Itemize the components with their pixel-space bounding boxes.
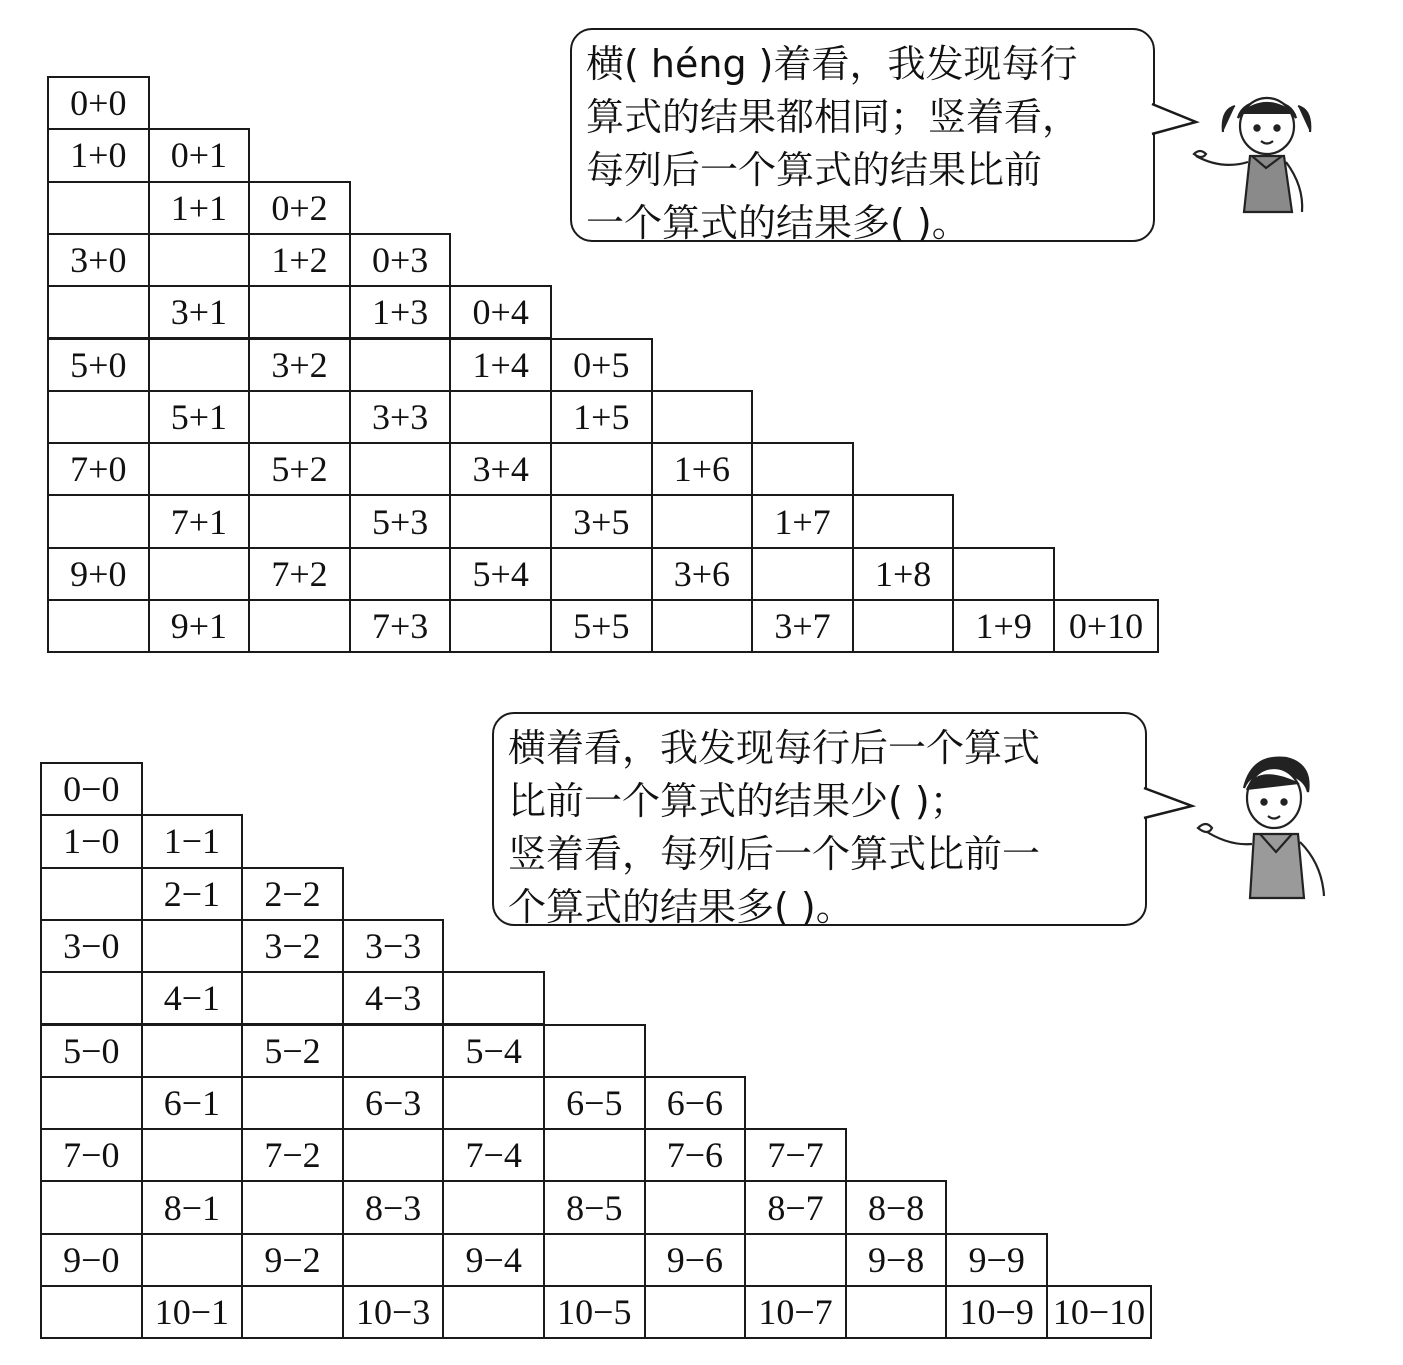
- equation-cell: [543, 1233, 646, 1287]
- equation-cell: 7−2: [241, 1128, 344, 1182]
- equation-cell: 9−9: [945, 1233, 1048, 1287]
- equation-cell: [47, 599, 150, 653]
- equation-cell: 3+5: [550, 494, 653, 548]
- equation-cell: 5−4: [442, 1024, 545, 1078]
- equation-cell: [550, 442, 653, 496]
- equation-cell: [543, 1024, 646, 1078]
- equation-cell: [47, 181, 150, 235]
- equation-cell: [148, 442, 251, 496]
- equation-cell: 6−1: [141, 1076, 244, 1130]
- equation-cell: 10−5: [543, 1285, 646, 1339]
- equation-cell: [744, 1233, 847, 1287]
- equation-cell: 0+4: [449, 285, 552, 339]
- equation-cell: [141, 919, 244, 973]
- equation-cell: [751, 547, 854, 601]
- equation-cell: [442, 971, 545, 1025]
- equation-cell: 3+7: [751, 599, 854, 653]
- girl-speech-bubble: [570, 28, 1155, 245]
- equation-cell: [442, 1285, 545, 1339]
- speech-line: 竖着看，每列后一个算式比前一: [508, 832, 1041, 876]
- equation-cell: [349, 547, 452, 601]
- equation-cell: 1+9: [952, 599, 1055, 653]
- equation-cell: 7−7: [744, 1128, 847, 1182]
- equation-cell: [342, 1128, 445, 1182]
- equation-cell: 7+3: [349, 599, 452, 653]
- equation-cell: 9−8: [845, 1233, 948, 1287]
- equation-cell: [248, 494, 351, 548]
- equation-cell: [644, 1285, 747, 1339]
- equation-cell: 3+2: [248, 338, 351, 392]
- equation-cell: 1+5: [550, 390, 653, 444]
- equation-cell: [40, 867, 143, 921]
- equation-cell: 0+5: [550, 338, 653, 392]
- speech-line: 横着看，我发现每行后一个算式: [508, 726, 1041, 770]
- equation-cell: 3−2: [241, 919, 344, 973]
- equation-cell: 10−1: [141, 1285, 244, 1339]
- equation-cell: [241, 1285, 344, 1339]
- equation-cell: 1+6: [651, 442, 754, 496]
- equation-cell: [449, 494, 552, 548]
- equation-cell: 3+4: [449, 442, 552, 496]
- equation-cell: 7+0: [47, 442, 150, 496]
- equation-cell: 1−1: [141, 814, 244, 868]
- equation-cell: [342, 1233, 445, 1287]
- equation-cell: 3−3: [342, 919, 445, 973]
- equation-cell: 5−0: [40, 1024, 143, 1078]
- equation-cell: [550, 547, 653, 601]
- equation-cell: [651, 494, 754, 548]
- equation-cell: 6−3: [342, 1076, 445, 1130]
- equation-cell: 10−3: [342, 1285, 445, 1339]
- equation-cell: 9−4: [442, 1233, 545, 1287]
- equation-cell: [141, 1128, 244, 1182]
- equation-cell: [543, 1128, 646, 1182]
- equation-cell: 5+1: [148, 390, 251, 444]
- equation-cell: 7−6: [644, 1128, 747, 1182]
- equation-cell: 3+6: [651, 547, 754, 601]
- equation-cell: [141, 1024, 244, 1078]
- equation-cell: 7−4: [442, 1128, 545, 1182]
- equation-cell: 5+4: [449, 547, 552, 601]
- equation-cell: 8−7: [744, 1180, 847, 1234]
- equation-cell: 7−0: [40, 1128, 143, 1182]
- equation-cell: [852, 599, 955, 653]
- equation-cell: 0+2: [248, 181, 351, 235]
- equation-cell: 5+3: [349, 494, 452, 548]
- equation-cell: [442, 1180, 545, 1234]
- equation-cell: 0+3: [349, 233, 452, 287]
- speech-line: 横( héng )着看，我发现每行: [586, 42, 1078, 86]
- equation-cell: 10−7: [744, 1285, 847, 1339]
- equation-cell: 9+0: [47, 547, 150, 601]
- equation-cell: 1+8: [852, 547, 955, 601]
- equation-cell: [40, 1180, 143, 1234]
- speech-line: 一个算式的结果多( )。: [586, 201, 970, 245]
- equation-cell: 2−1: [141, 867, 244, 921]
- equation-cell: 1+7: [751, 494, 854, 548]
- equation-cell: [40, 1076, 143, 1130]
- equation-cell: 1+1: [148, 181, 251, 235]
- equation-cell: 1+0: [47, 128, 150, 182]
- equation-cell: [952, 547, 1055, 601]
- equation-cell: 0+1: [148, 128, 251, 182]
- equation-cell: 0−0: [40, 762, 143, 816]
- equation-cell: [47, 494, 150, 548]
- equation-cell: 6−6: [644, 1076, 747, 1130]
- equation-cell: 7+2: [248, 547, 351, 601]
- girl-illustration: [1180, 78, 1320, 218]
- equation-cell: 10−10: [1046, 1285, 1152, 1339]
- boy-speech-bubble: [492, 712, 1147, 929]
- equation-cell: 8−8: [845, 1180, 948, 1234]
- equation-cell: 1+3: [349, 285, 452, 339]
- equation-cell: [449, 599, 552, 653]
- speech-line: 每列后一个算式的结果比前: [586, 148, 1043, 192]
- boy-illustration: [1188, 752, 1338, 902]
- equation-cell: 1+2: [248, 233, 351, 287]
- equation-cell: 5−2: [241, 1024, 344, 1078]
- equation-cell: [40, 1285, 143, 1339]
- equation-cell: [148, 547, 251, 601]
- equation-cell: 9+1: [148, 599, 251, 653]
- equation-cell: 7+1: [148, 494, 251, 548]
- equation-cell: 9−6: [644, 1233, 747, 1287]
- equation-cell: 3+1: [148, 285, 251, 339]
- equation-cell: 8−1: [141, 1180, 244, 1234]
- equation-cell: [449, 390, 552, 444]
- equation-cell: [148, 233, 251, 287]
- equation-cell: 3+0: [47, 233, 150, 287]
- equation-cell: 4−3: [342, 971, 445, 1025]
- equation-cell: 10−9: [945, 1285, 1048, 1339]
- equation-cell: 8−5: [543, 1180, 646, 1234]
- equation-cell: 9−2: [241, 1233, 344, 1287]
- equation-cell: [47, 390, 150, 444]
- equation-cell: 4−1: [141, 971, 244, 1025]
- equation-cell: [349, 338, 452, 392]
- speech-line: 个算式的结果多( )。: [508, 885, 854, 929]
- equation-cell: 5+2: [248, 442, 351, 496]
- equation-cell: [651, 599, 754, 653]
- equation-cell: [651, 390, 754, 444]
- equation-cell: [141, 1233, 244, 1287]
- equation-cell: [248, 599, 351, 653]
- equation-cell: 6−5: [543, 1076, 646, 1130]
- equation-cell: 3−0: [40, 919, 143, 973]
- equation-cell: [442, 1076, 545, 1130]
- equation-cell: 2−2: [241, 867, 344, 921]
- equation-cell: 5+5: [550, 599, 653, 653]
- equation-cell: 9−0: [40, 1233, 143, 1287]
- speech-line: 比前一个算式的结果少( )；: [508, 779, 968, 823]
- equation-cell: [47, 285, 150, 339]
- equation-cell: 8−3: [342, 1180, 445, 1234]
- equation-cell: [248, 390, 351, 444]
- equation-cell: [342, 1024, 445, 1078]
- equation-cell: [241, 1180, 344, 1234]
- equation-cell: [751, 442, 854, 496]
- equation-cell: [852, 494, 955, 548]
- equation-cell: [40, 971, 143, 1025]
- equation-cell: [241, 1076, 344, 1130]
- equation-cell: [845, 1285, 948, 1339]
- equation-cell: [148, 338, 251, 392]
- equation-cell: [248, 285, 351, 339]
- equation-cell: 5+0: [47, 338, 150, 392]
- equation-cell: 1−0: [40, 814, 143, 868]
- equation-cell: [349, 442, 452, 496]
- speech-line: 算式的结果都相同；竖着看，: [586, 95, 1081, 139]
- equation-cell: 1+4: [449, 338, 552, 392]
- equation-cell: 3+3: [349, 390, 452, 444]
- equation-cell: [644, 1180, 747, 1234]
- equation-cell: 0+0: [47, 76, 150, 130]
- equation-cell: 0+10: [1053, 599, 1159, 653]
- equation-cell: [241, 971, 344, 1025]
